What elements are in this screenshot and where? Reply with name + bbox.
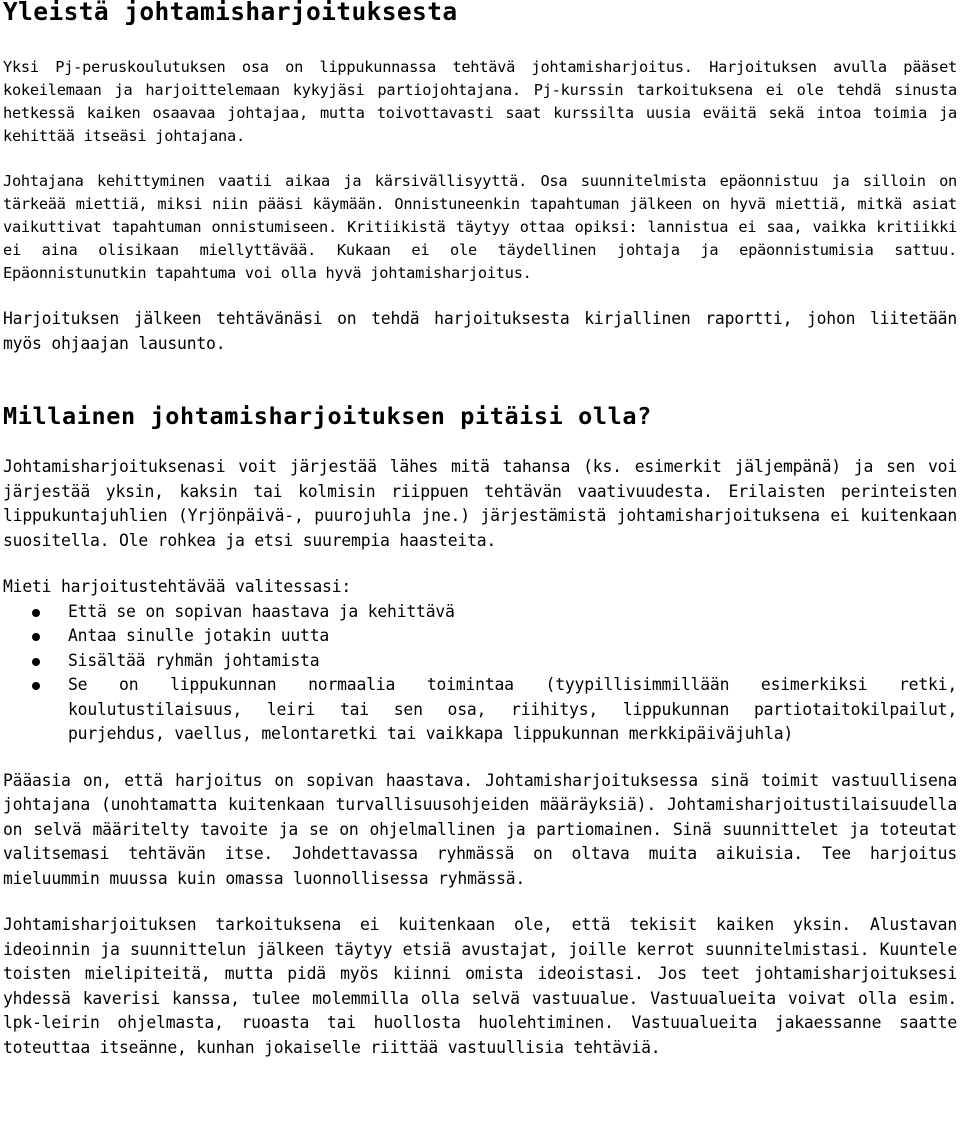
intro-paragraph-2: Johtajana kehittyminen vaatii aikaa ja kärsivällisyyttä. Osa suunnitelmista epäonnistuu ja silloin on tärkeää miettiä, miksi niin pääsi käymään. Onnistuneenkin tapahtuman jälkeen on hyvä miettiä, mitkä asiat vaikuttivat tapahtuman onnistumiseen. Kritiikistä täytyy ottaa opiksi: lannistua ei saa, vaikka kritiikki ei aina olisikaan miellyttävää. Kukaan ei ole täydellinen johtaja ja epäonnistumisia sattuu. Epäonnistunutkin tapahtuma voi olla hyvä johtamisharjoitus. <box>3 172 957 282</box>
section-paragraph-1: Johtamisharjoituksenasi voit järjestää lähes mitä tahansa (ks. esimerkit jäljempänä) ja sen voi järjestää yksin, kaksin tai kolmisin riippuen tehtävän vaativuudesta. Erilaisten perinteisten lippukuntajuhlien (Yrjönpäivä-, puurojuhla jne.) järjestämistä johtamisharjoituksena ei kuitenkaan suositella. Ole rohkea ja etsi suurempia haasteita. <box>3 457 957 550</box>
bullet-icon <box>32 682 40 690</box>
list-item: Antaa sinulle jotakin uutta <box>3 624 957 649</box>
bullet-icon <box>32 633 40 641</box>
section-heading: Millainen johtamisharjoituksen pitäisi olla? <box>3 402 652 430</box>
intro-paragraph-1: Yksi Pj-peruskoulutuksen osa on lippukunnassa tehtävä johtamisharjoitus. Harjoituksen avulla pääset kokeilemaan ja harjoittelemaan kykyjäsi partiojohtajana. Pj-kurssin tarkoituksena ei ole tehdä sinusta hetkessä kaiken osaavaa johtajaa, mutta toivottavasti saat kurssilta uusia eväitä sekä intoa toimia ja kehittää itseäsi johtajana. <box>3 58 957 145</box>
list-item: Että se on sopivan haastava ja kehittävä <box>3 600 957 625</box>
bullet-list <box>3 600 957 747</box>
bullet-icon <box>32 609 40 617</box>
section-paragraph-2: Pääasia on, että harjoitus on sopivan haastava. Johtamisharjoituksessa sinä toimit vastuullisena johtajana (unohtamatta kuitenkaan turvallisuusohjeiden määräyksiä). Johtamisharjoitustilaisuudella on selvä määritelty tavoite ja se on ohjelmallinen ja partiomainen. Sinä suunnittelet ja toteutat valitsemasi tehtävän itse. Johdettavassa ryhmässä on oltava muita aikuisia. Tee harjoitus mieluummin muussa kuin omassa luonnollisessa ryhmässä. <box>3 770 957 888</box>
page-title: Yleistä johtamisharjoituksesta <box>3 0 458 26</box>
bullet-icon <box>32 658 40 666</box>
intro-paragraph-3: Harjoituksen jälkeen tehtävänäsi on tehdä harjoituksesta kirjallinen raportti, johon liitetään myös ohjaajan lausunto. <box>3 309 957 353</box>
section-paragraph-3: Johtamisharjoituksen tarkoituksena ei kuitenkaan ole, että tekisit kaiken yksin. Alustavan ideoinnin ja suunnittelun jälkeen täytyy etsiä avustajat, joille kerrot suunnitelmistasi. Kuuntele toisten mielipiteitä, mutta pidä myös kiinni omista ideoistasi. Jos teet johtamisharjoituksesi yhdessä kaverisi kanssa, tulee molemmilla olla selvä vastuualue. Vastuualueita voivat olla esim. lpk-leirin ohjelmasta, ruoasta tai huollosta huolehtiminen. Vastuualueita jakaessanne saatte toteuttaa itseänne, kunhan jokaiselle riittää vastuullisia tehtäviä. <box>3 915 957 1057</box>
list-item: Se on lippukunnan normaalia toimintaa (tyypillisimmillään esimerkiksi retki, koulutustilaisuus, leiri tai sen osa, riihitys, lippukunnan partiotaitokilpailut, purjehdus, vaellus, melontaretki tai vaikkapa lippukunnan merkkipäiväjuhla) <box>3 673 957 747</box>
list-item: Sisältää ryhmän johtamista <box>3 649 957 674</box>
list-intro: Mieti harjoitustehtävää valitessasi: <box>3 577 352 596</box>
